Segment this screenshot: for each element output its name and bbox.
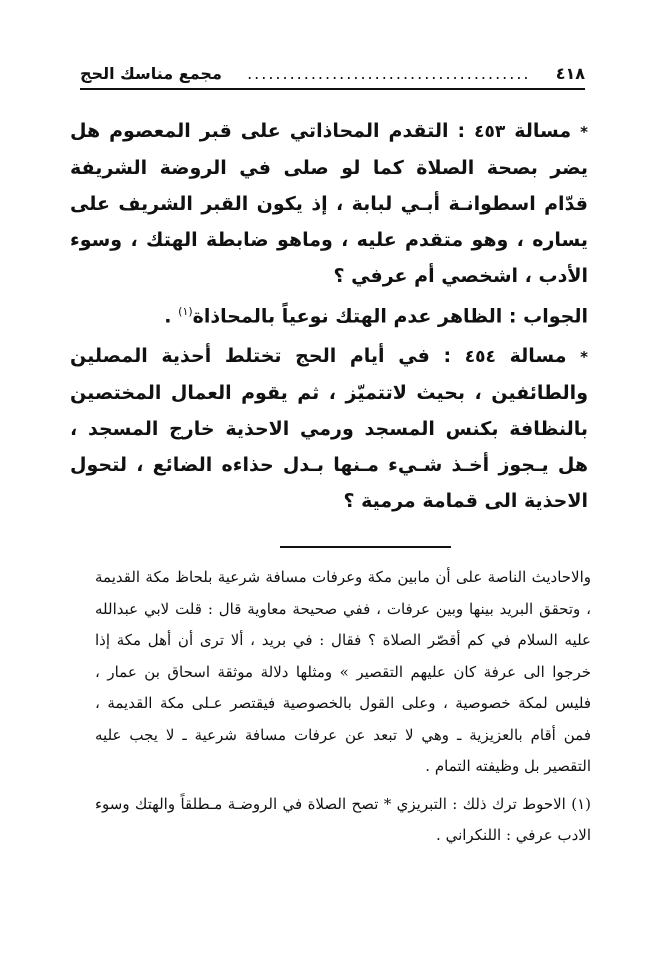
- question-454: [70, 338, 588, 519]
- header-rule: [80, 88, 585, 90]
- answer-separator: :: [508, 305, 517, 328]
- footnote-1-text: الاحوط ترك ذلك : التبريزي * تصح الصلاة في الروضـة مـطلقاً والهتك وسوء الادب عرفي : اللنكراني .: [95, 794, 591, 844]
- footnote-reference: (١): [178, 305, 193, 318]
- star-bullet: *: [580, 348, 588, 367]
- footnote-1: [95, 789, 591, 852]
- question-453: [70, 113, 588, 294]
- footnote-1-mark: (١): [571, 794, 591, 813]
- page-number: ٤١٨: [555, 63, 585, 83]
- footnote-rule: [280, 546, 451, 548]
- question-text: في أيام الحج تختلط أحذية المصلين والطائفين ، بحيث لاتتميّز ، ثم يقوم العمال المختصين بالنظافة بكنس المسجد ورمي الاحذية خارج المسجد ، هل يـجوز أخـذ شـيء مـنها بـدل حذاءه الضائع ، لتحول الاحذية الى قمامة مرمية ؟: [70, 345, 588, 513]
- header-dot-leader: ........................................: [247, 63, 531, 83]
- star-bullet: *: [580, 123, 589, 141]
- answer-text: الظاهر عدم الهتك نوعياً بالمحاذاة: [192, 305, 503, 328]
- main-text: [70, 113, 588, 519]
- question-separator: :: [443, 345, 452, 368]
- answer-453: [70, 294, 588, 334]
- question-separator: :: [457, 120, 466, 142]
- question-label: مسالة: [509, 345, 567, 368]
- footnotes: [95, 562, 591, 852]
- book-title: مجمع مناسك الحج: [80, 63, 222, 83]
- answer-end: .: [164, 305, 172, 328]
- question-text: التقدم المحاذاتي على قبر المعصوم هل يضر بصحة الصلاة كما لو صلى في الروضة الشريفة قدّام اسطوانـة أبـي لبابة ، إذ يكون القبر الشريف على يساره ، وهو متقدم عليه ، وماهو ضابطة الهتك ، وسوء الأدب ، اشخصي أم عرفي ؟: [70, 120, 588, 287]
- question-number: ٤٥٤: [464, 347, 496, 368]
- question-label: مسالة: [514, 120, 572, 142]
- footnote-continuation: والاحاديث الناصة على أن مابين مكة وعرفات مسافة شرعية بلحاظ مكة القديمة ، وتحقق البريد بينها وبين عرفات ، ففي صحيحة معاوية قال : قلت لابي عبدالله عليه السلام في كم أقصّر الصلاة ؟ فقال : في بريد ، ألا ترى أن أهل مكة إذا خرجوا الى عرفة كان عليهم التقصير » ومثلها دلالة موثقة اسحاق بن عمار ، فليس لمكة خصوصية ، وعلى القول بالخصوصية فيقتصر عـلى مكة القديمة ، فمن أقام بالعزيزية ـ وهي لا تبعد عن عرفات مسافة شرعية ـ لا يجب عليه التقصير بل وظيفته التمام .: [95, 568, 591, 775]
- running-header: [80, 60, 585, 86]
- answer-label: الجواب: [523, 305, 588, 328]
- question-number: ٤٥٣: [474, 122, 506, 142]
